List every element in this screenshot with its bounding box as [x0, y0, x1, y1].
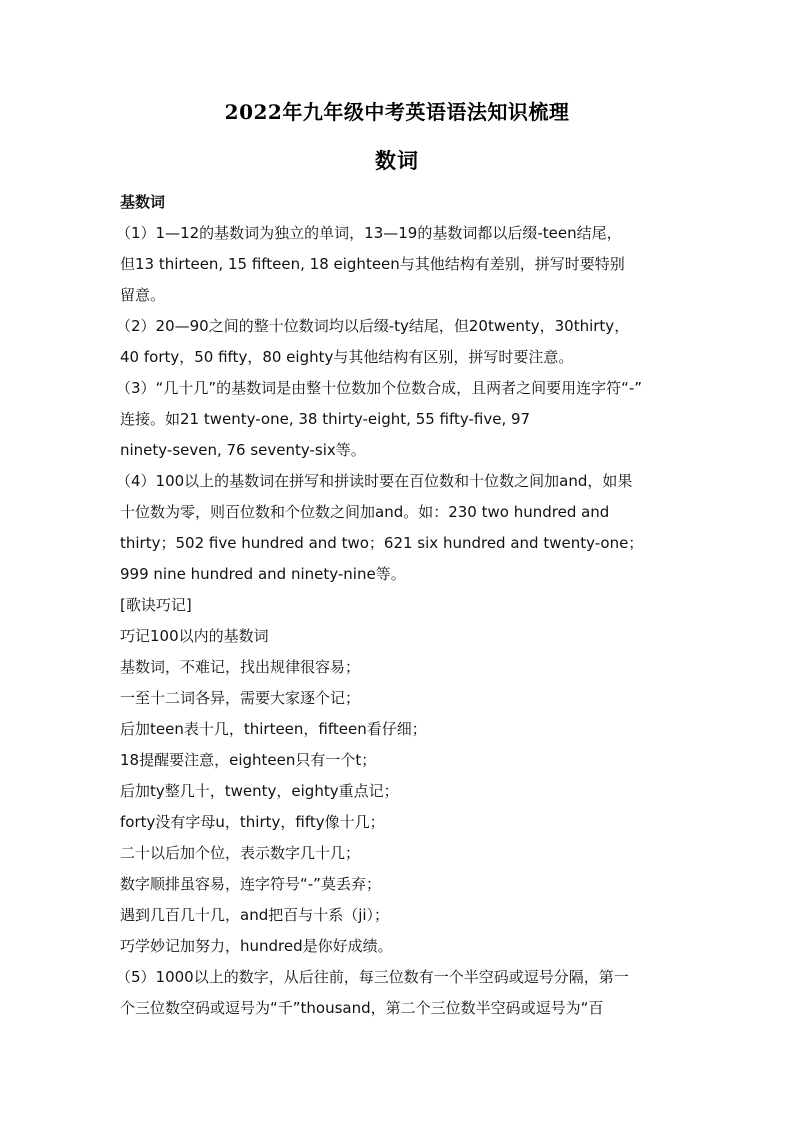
- mnemonic-line: 巧学妙记加努力，hundred是你好成绩。: [120, 937, 393, 955]
- mnemonic-line: 数字顺排虽容易，连字符号“-”莫丢弃；: [120, 875, 381, 893]
- mnemonic-line: 18提醒要注意，eighteen只有一个t；: [120, 751, 377, 769]
- body-line: 个三位数空码或逗号为“千”thousand，第二个三位数半空码或逗号为“百: [120, 999, 604, 1017]
- body-line: （1）1—12的基数词为独立的单词，13—19的基数词都以后缀-teen结尾，: [116, 224, 622, 242]
- body-line: 999 nine hundred and ninety-nine等。: [120, 565, 406, 583]
- mnemonic-line: 一至十二词各异，需要大家逐个记；: [120, 689, 361, 707]
- document-subtitle: 数词: [375, 148, 419, 173]
- body-line: thirty；502 five hundred and two；621 six hundred and twenty-one；: [120, 534, 644, 552]
- mnemonic-title: 巧记100以内的基数词: [120, 627, 269, 645]
- body-line: （5）1000以上的数字，从后往前，每三位数有一个半空码或逗号分隔，第一: [116, 968, 629, 986]
- body-line: 但13 thirteen, 15 fifteen, 18 eighteen与其他结构有差别，拼写时要特别: [120, 255, 625, 273]
- body-line: 十位数为零，则百位数和个位数之间加and。如：230 two hundred and: [120, 503, 610, 521]
- body-line: （3）“几十几”的基数词是由整十位数加个位数合成，且两者之间要用连字符“-”: [116, 379, 643, 397]
- body-line: （2）20—90之间的整十位数词均以后缀-ty结尾，但20twenty，30thirty，: [116, 317, 630, 335]
- mnemonic-line: 遇到几百几十几，and把百与十系（ji）；: [120, 906, 390, 924]
- mnemonic-line: forty没有字母u，thirty，fifty像十几；: [120, 813, 385, 831]
- mnemonic-heading: [歌诀巧记]: [120, 596, 192, 614]
- document-body: [116, 187, 690, 1024]
- document-title: 2022年九年级中考英语语法知识梳理: [224, 100, 570, 124]
- mnemonic-line: 后加teen表十几，thirteen，fifteen看仔细；: [120, 720, 427, 738]
- section-heading: 基数词: [120, 193, 166, 211]
- body-line: 留意。: [120, 286, 166, 304]
- mnemonic-line: 基数词，不难记，找出规律很容易；: [120, 658, 361, 676]
- mnemonic-line: 二十以后加个位，表示数字几十几；: [120, 844, 361, 862]
- body-line: ninety-seven, 76 seventy-six等。: [120, 441, 366, 459]
- body-line: （4）100以上的基数词在拼写和拼读时要在百位数和十位数之间加and，如果: [116, 472, 633, 490]
- body-line: 连接。如21 twenty-one, 38 thirty-eight, 55 fifty-five, 97: [120, 410, 531, 428]
- mnemonic-line: 后加ty整几十，twenty，eighty重点记；: [120, 782, 399, 800]
- body-line: 40 forty，50 fifty，80 eighty与其他结构有区别，拼写时要注意。: [120, 348, 574, 366]
